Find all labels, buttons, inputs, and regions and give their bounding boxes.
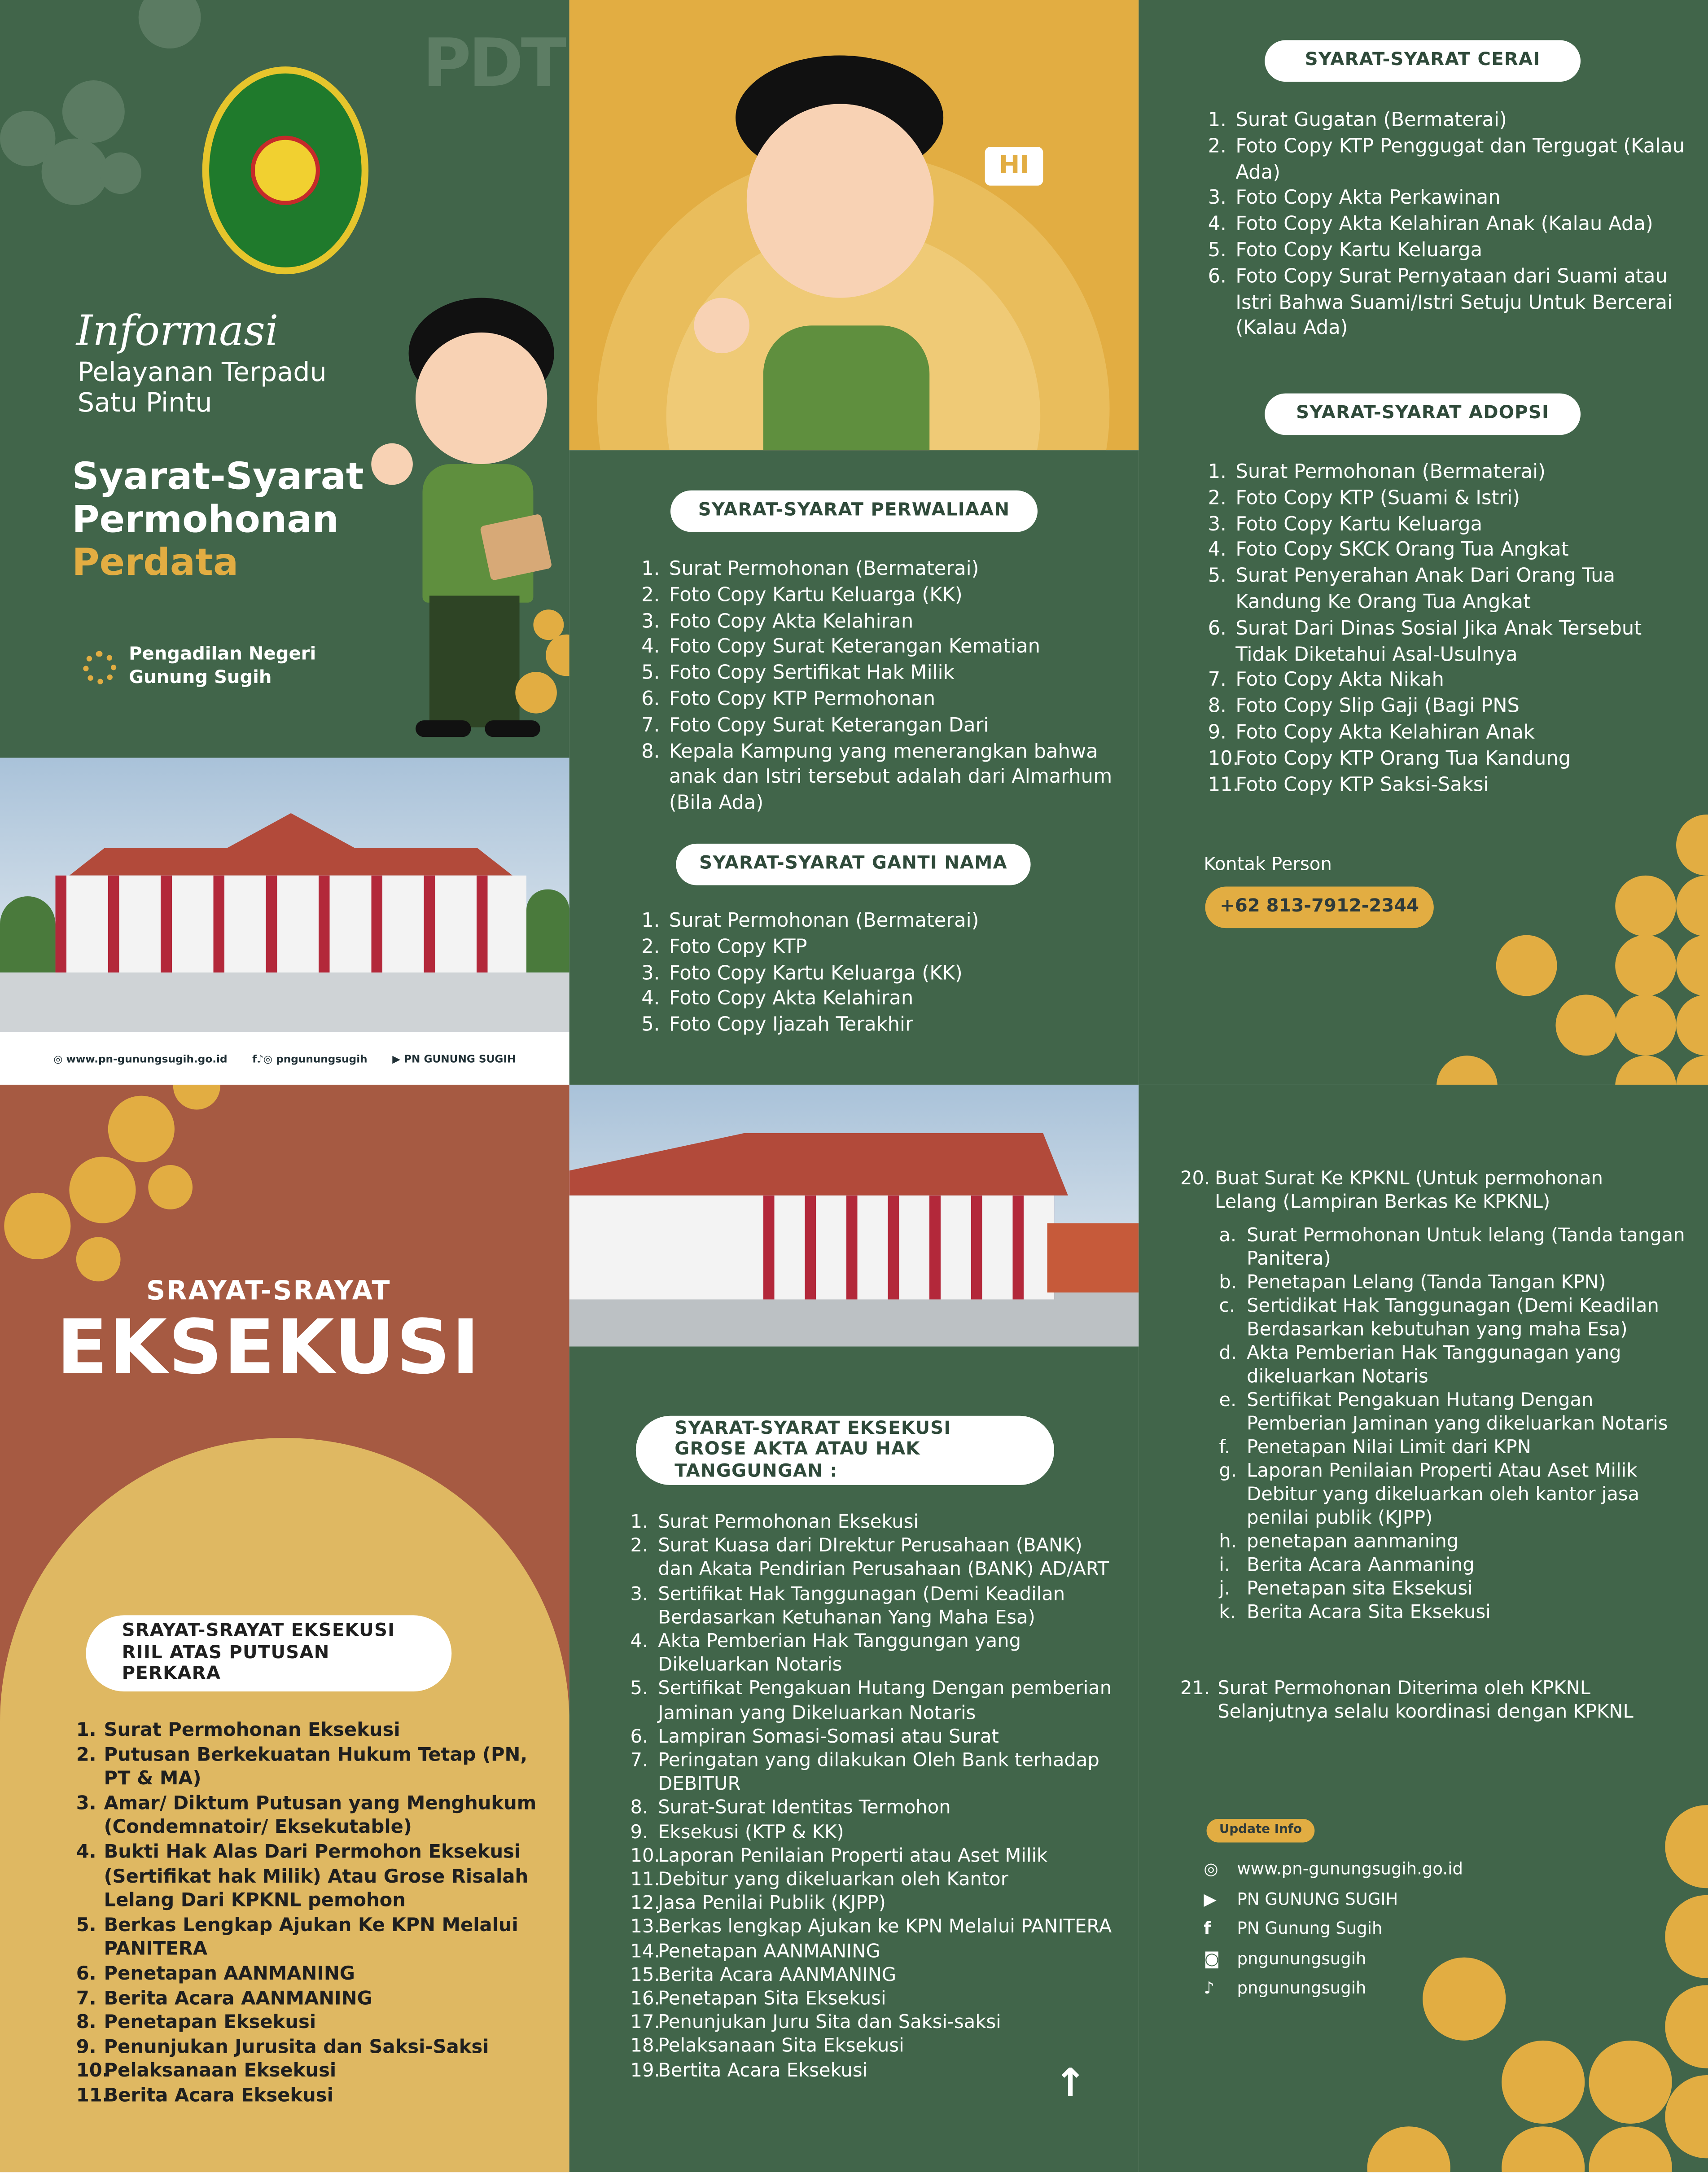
youtube-icon: ▶: [1204, 1888, 1217, 1909]
item-text: Penunjukan Jurusita dan Saksi-Saksi: [104, 2036, 489, 2059]
item-number: 1.: [641, 558, 660, 581]
list-item: [630, 1821, 1122, 1845]
sub-item: [1219, 1554, 1697, 1577]
item-text: Foto Copy KTP Orang Tua Kandung: [1235, 748, 1571, 770]
social-link[interactable]: [1204, 1944, 1463, 1974]
item-text: Jasa Penilai Publik (KJPP): [658, 1893, 886, 1915]
perwalian-title: SYARAT-SYARAT PERWALIAAN: [670, 491, 1038, 532]
list-item: [630, 1845, 1122, 1869]
list-item: [630, 1678, 1122, 1726]
item-text: Surat Kuasa dari DIrektur Perusahaan (BANK) dan Akata Pendirian Perusahaan (BANK) AD/ART: [658, 1535, 1109, 1582]
item-text: Surat Penyerahan Anak Dari Orang Tua Kandung Ke Orang Tua Angkat: [1235, 565, 1616, 614]
list-item: [641, 583, 1112, 609]
item-text: Foto Copy Surat Pernyataan dari Suami atau Istri Bahwa Suami/Istri Setuju Untuk Bercerai (Kalau Ada): [1235, 265, 1673, 340]
item-number: 2.: [1208, 487, 1226, 510]
social-link-text: PN Gunung Sugih: [1237, 1919, 1383, 1938]
footer-website[interactable]: ◎ www.pn-gunungsugih.go.id: [53, 1052, 228, 1065]
item-text: Penetapan Eksekusi: [104, 2011, 316, 2034]
list-item: [1208, 746, 1693, 772]
list-item: [1208, 720, 1693, 746]
item-number: 5.: [1208, 565, 1226, 588]
adopsi-title: SYARAT-SYARAT ADOPSI: [1265, 394, 1581, 435]
item-text: Penetapan AANMANING: [658, 1940, 880, 1963]
court-building-photo: [0, 758, 569, 1032]
item-number: 14.: [630, 1940, 660, 1963]
item-text: Penunjukan Juru Sita dan Saksi-saksi: [658, 2011, 1001, 2034]
item-number: 15.: [630, 1964, 660, 1987]
list-item: [1208, 238, 1693, 264]
ganti-nama-title: SYARAT-SYARAT GANTI NAMA: [676, 844, 1030, 885]
ganti-nama-list: [641, 909, 1112, 1039]
item-text: Amar/ Diktum Putusan yang Menghukum (Condemnatoir/ Eksekutable): [104, 1792, 537, 1839]
item-text: Foto Copy KTP Permohonan: [669, 688, 936, 711]
list-item: [630, 1893, 1122, 1916]
grose-title: SYARAT-SYARAT EKSEKUSI GROSE AKTA ATAU HAK TANGGUNGAN :: [636, 1416, 1054, 1485]
item-text: Foto Copy Sertifikat Hak Milik: [669, 662, 955, 685]
sub-item-text: Berita Acara Sita Eksekusi: [1247, 1601, 1491, 1624]
item-number: 6.: [1208, 265, 1226, 288]
list-item: [1208, 486, 1693, 512]
item-number: 6.: [641, 688, 660, 711]
kpknl-sublist: [1219, 1225, 1697, 1625]
item-number: 8.: [1208, 696, 1226, 718]
item-text: Foto Copy Kartu Keluarga: [1235, 239, 1483, 262]
sub-item-key: g.: [1219, 1460, 1237, 1482]
item-number: 12.: [630, 1893, 660, 1915]
social-links: [1204, 1855, 1463, 2004]
item-number: 4.: [630, 1630, 648, 1653]
item-number: 3.: [76, 1792, 96, 1815]
social-link-text: pngunungsugih: [1237, 1948, 1366, 1968]
item-text: Lampiran Somasi-Somasi atau Surat: [658, 1726, 999, 1748]
title-line-1: Syarat-Syarat: [72, 456, 364, 499]
list-item: [641, 609, 1112, 635]
item-number: 4.: [641, 988, 660, 1011]
sub-item-key: a.: [1219, 1224, 1237, 1247]
item-number: 16.: [630, 1988, 660, 2011]
list-item: [641, 961, 1112, 987]
sub-item: [1219, 1578, 1697, 1601]
list-item: [76, 2060, 547, 2085]
item-text: Berita Acara AANMANING: [104, 1987, 372, 2010]
list-item: [641, 557, 1112, 583]
list-item: [630, 2036, 1122, 2059]
list-item: [641, 935, 1112, 961]
item-text: Surat Permohonan Eksekusi: [104, 1719, 400, 1742]
item-number: 4.: [1208, 213, 1226, 236]
sub-item: [1219, 1272, 1697, 1295]
item-text: Foto Copy Slip Gaji (Bagi PNS: [1235, 696, 1520, 718]
item-number: 8.: [641, 740, 660, 763]
item-number: 7.: [641, 714, 660, 737]
list-item: [630, 1535, 1122, 1583]
item-number: 1.: [1208, 109, 1226, 132]
item-number: 3.: [641, 610, 660, 633]
item-number: 2.: [1208, 135, 1226, 158]
list-item: [76, 2036, 547, 2060]
list-item: [641, 661, 1112, 687]
list-item: [1208, 134, 1693, 186]
sub-item: [1219, 1389, 1697, 1437]
court-building-photo-2: [569, 1085, 1139, 1346]
item-text: Berkas lengkap Ajukan ke KPN Melalui PANITERA: [658, 1916, 1112, 1939]
sub-item-text: Sertidikat Hak Tanggunagan (Demi Keadilan Berdasarkan kebutuhan yang maha Esa): [1247, 1295, 1659, 1341]
sub-item: [1219, 1460, 1697, 1530]
youtube-icon: ▶: [392, 1052, 404, 1065]
item-text: Berkas Lengkap Ajukan Ke KPN Melalui PANITERA: [104, 1914, 518, 1961]
list-item: [630, 1916, 1122, 1940]
list-item: [76, 1792, 547, 1841]
list-item: [630, 1630, 1122, 1678]
item-number: 11.: [1208, 774, 1239, 796]
update-info-badge: Update Info: [1207, 1819, 1315, 1842]
list-item: [1208, 108, 1693, 134]
sub-item-text: Akta Pemberian Hak Tanggunagan yang dikeluarkan Notaris: [1247, 1342, 1621, 1388]
item-text: Berita Acara Eksekusi: [104, 2085, 333, 2107]
item-text: Laporan Penilaian Properti atau Aset Milik: [658, 1845, 1048, 1867]
sub-item: [1219, 1437, 1697, 1460]
item-number: 6.: [1208, 618, 1226, 640]
list-item: [1208, 264, 1693, 342]
eksekusi-kicker: SRAYAT-SRAYAT: [146, 1275, 391, 1306]
list-item: [1208, 460, 1693, 486]
list-item: [1208, 564, 1693, 616]
sub-item-text: Berita Acara Aanmaning: [1247, 1554, 1475, 1577]
subtitle-2: Satu Pintu: [77, 388, 212, 419]
social-link-text: pngunungsugih: [1237, 1978, 1366, 1998]
item-text: Foto Copy Akta Kelahiran Anak: [1235, 722, 1535, 744]
list-item: [76, 1744, 547, 1792]
contact-label: Kontak Person: [1204, 854, 1332, 876]
eksekusi-title: EKSEKUSI: [57, 1303, 481, 1391]
court-logo: [202, 66, 368, 274]
cerai-adopsi-panel: [1139, 0, 1708, 1085]
item-number: 4.: [641, 636, 660, 659]
item-number: 6.: [630, 1726, 648, 1748]
cerai-list: [1208, 108, 1693, 342]
item-text: Kepala Kampung yang menerangkan bahwa anak dan Istri tersebut adalah dari Almarhum (Bila Ada): [669, 740, 1112, 815]
org-name-1: Pengadilan Negeri: [129, 644, 316, 665]
item-text: Surat Gugatan (Bermaterai): [1235, 109, 1507, 132]
list-item: [1208, 694, 1693, 720]
list-item: [76, 1841, 547, 1914]
sub-item-text: Penetapan Lelang (Tanda Tangan KPN): [1247, 1271, 1606, 1294]
sub-item: [1219, 1295, 1697, 1342]
item-text: Sertifikat Hak Tanggunagan (Demi Keadilan Berdasarkan Ketuhanan Yang Maha Esa): [658, 1583, 1065, 1629]
list-item: [76, 1719, 547, 1744]
sub-item-key: i.: [1219, 1554, 1231, 1577]
title-line-2: Permohonan: [72, 499, 339, 542]
subtitle-1: Pelayanan Terpadu: [77, 357, 327, 388]
list-item: [76, 1963, 547, 1987]
item-text: Eksekusi (KTP & KK): [658, 1821, 844, 1844]
item-text: Surat Dari Dinas Sosial Jika Anak Tersebut Tidak Diketahui Asal-Usulnya: [1235, 618, 1642, 666]
item-number: 11.: [76, 2085, 109, 2107]
item-text: Bertita Acara Eksekusi: [658, 2059, 868, 2082]
globe-icon: ◎: [53, 1052, 66, 1065]
grose-list: [630, 1511, 1122, 2083]
item-text: Bukti Hak Alas Dari Permohon Eksekusi (Sertifikat hak Milik) Atau Grose Risalah Lelang Dari KPKNL pemohon: [104, 1841, 529, 1912]
list-item: [630, 1964, 1122, 1988]
item-text: Foto Copy KTP Saksi-Saksi: [1235, 774, 1489, 796]
item-number: 5.: [630, 1678, 648, 1700]
list-item: [630, 1869, 1122, 1893]
item-number: 1.: [1208, 461, 1226, 484]
item-text: Foto Copy Akta Kelahiran Anak (Kalau Ada): [1235, 213, 1653, 236]
list-item: [1208, 512, 1693, 538]
list-item: [1208, 186, 1693, 212]
item-number: 21.: [1180, 1678, 1210, 1700]
lanjutan-panel: [1139, 1085, 1708, 2172]
item-number: 3.: [630, 1583, 648, 1605]
item-number: 9.: [1208, 722, 1226, 744]
item-number: 7.: [630, 1749, 648, 1772]
sub-item-text: Sertifikat Pengakuan Hutang Dengan Pemberian Jaminan yang dikeluarkan Notaris: [1247, 1389, 1668, 1435]
org-name-2: Gunung Sugih: [129, 667, 272, 689]
arrow-up-icon[interactable]: ↑: [1054, 2060, 1087, 2106]
list-item: [76, 2011, 547, 2036]
item-number: 6.: [76, 1963, 96, 1985]
item-text: Peringatan yang dilakukan Oleh Bank terhadap DEBITUR: [658, 1749, 1099, 1796]
contact-phone-button[interactable]: +62 813-7912-2344: [1205, 887, 1434, 929]
social-link[interactable]: [1204, 1915, 1463, 1944]
item-text: Penetapan AANMANING: [104, 1963, 355, 1985]
item-number: 17.: [630, 2011, 660, 2034]
list-item: [641, 1013, 1112, 1039]
item-number: 2.: [641, 584, 660, 607]
social-link[interactable]: [1204, 1885, 1463, 1915]
hi-speech-bubble: HI: [985, 147, 1043, 185]
riil-title: SRAYAT-SRAYAT EKSEKUSI RIIL ATAS PUTUSAN PERKARA: [86, 1615, 451, 1691]
item-text: Debitur yang dikeluarkan oleh Kantor: [658, 1869, 1008, 1891]
item-number: 10.: [1208, 748, 1239, 770]
list-item: [76, 1987, 547, 2011]
item-number: 3.: [641, 962, 660, 985]
list-item: [641, 739, 1112, 817]
item-number: 5.: [1208, 239, 1226, 262]
item-text: Foto Copy KTP Penggugat dan Tergugat (Kalau Ada): [1235, 135, 1685, 184]
sub-item-text: penetapan aanmaning: [1247, 1530, 1459, 1553]
sub-item: [1219, 1601, 1697, 1625]
item-text: Foto Copy Ijazah Terakhir: [669, 1014, 913, 1037]
item-number: 3.: [1208, 513, 1226, 536]
sub-item-key: k.: [1219, 1601, 1236, 1624]
list-item: [1208, 616, 1693, 668]
sub-item: [1219, 1342, 1697, 1389]
list-item: [630, 1511, 1122, 1535]
perwalian-list: [641, 557, 1112, 817]
cover-panel: [0, 0, 569, 758]
perwalian-panel: [569, 450, 1139, 1085]
list-item: [630, 2059, 1122, 2083]
eksekusi-riil-panel: [0, 1085, 569, 2172]
list-item: [630, 1750, 1122, 1797]
list-item: [1208, 538, 1693, 564]
item-number: 18.: [630, 2035, 660, 2058]
item-number: 2.: [641, 936, 660, 959]
item-21: Surat Permohonan Diterima oleh KPKNL Selanjutnya selalu koordinasi dengan KPKNL: [1217, 1678, 1634, 1723]
list-item: [76, 1914, 547, 1963]
item-number: 9.: [76, 2036, 96, 2059]
list-item: [641, 635, 1112, 661]
cover-footer: [0, 1032, 569, 1085]
list-item: [630, 1797, 1122, 1821]
item-text: Foto Copy KTP (Suami & Istri): [1235, 487, 1520, 510]
item-number: 8.: [630, 1797, 648, 1820]
item-text: Foto Copy Akta Perkawinan: [1235, 187, 1501, 210]
item-text: Akta Pemberian Hak Tanggungan yang Dikeluarkan Notaris: [658, 1630, 1021, 1677]
mascot-banner: [569, 0, 1139, 450]
social-link[interactable]: [1204, 1855, 1463, 1884]
item-number: 7.: [76, 1987, 96, 2010]
adopsi-list: [1208, 460, 1693, 798]
sub-item-key: b.: [1219, 1271, 1237, 1294]
list-item: [641, 687, 1112, 713]
sub-item-key: f.: [1219, 1437, 1231, 1459]
item-number: 2.: [76, 1744, 96, 1766]
social-link-text: www.pn-gunungsugih.go.id: [1237, 1859, 1463, 1879]
script-title: Informasi: [76, 307, 279, 356]
item-text: Pelaksanaan Eksekusi: [104, 2060, 337, 2083]
item-text: Foto Copy Akta Nikah: [1235, 670, 1444, 692]
sub-item-key: j.: [1219, 1577, 1231, 1600]
list-item: [630, 1941, 1122, 1964]
item-text: Surat Permohonan Eksekusi: [658, 1511, 919, 1534]
item-number: 1.: [641, 910, 660, 933]
grose-panel: [569, 1346, 1139, 2172]
item-number: 10.: [630, 1845, 660, 1867]
list-item: [1208, 212, 1693, 238]
item-number: 20.: [1180, 1168, 1210, 1190]
item-number: 1.: [76, 1719, 96, 1742]
item-text: Surat Permohonan (Bermaterai): [1235, 461, 1546, 484]
item-number: 3.: [1208, 187, 1226, 210]
item-number: 2.: [630, 1535, 648, 1558]
facebook-icon: f: [1204, 1919, 1211, 1938]
title-line-3: Perdata: [72, 541, 239, 585]
pdt-watermark: PDT: [422, 25, 564, 103]
instagram-icon: ◙: [1204, 1948, 1220, 1968]
list-item: [1208, 772, 1693, 798]
item-text: Foto Copy KTP: [669, 936, 807, 959]
item-text: Foto Copy SKCK Orang Tua Angkat: [1235, 539, 1569, 562]
item-20: Buat Surat Ke KPKNL (Untuk permohonan Lelang (Lampiran Berkas Ke KPKNL): [1215, 1168, 1603, 1214]
item-text: Foto Copy Kartu Keluarga (KK): [669, 962, 963, 985]
item-number: 5.: [641, 662, 660, 685]
facebook-tiktok-instagram-icons: f♪◎: [252, 1052, 276, 1065]
item-text: Putusan Berkekuatan Hukum Tetap (PN, PT & MA): [104, 1744, 528, 1790]
item-text: Foto Copy Surat Keterangan Dari: [669, 714, 989, 737]
item-number: 1.: [630, 1511, 648, 1534]
sub-item-text: Laporan Penilaian Properti Atau Aset Milik Debitur yang dikeluarkan oleh kantor jasa penilai publik (KJPP): [1247, 1460, 1640, 1529]
footer-social[interactable]: f♪◎ pngunungsugih: [252, 1052, 368, 1065]
item-number: 10.: [76, 2060, 109, 2083]
list-item: [1208, 668, 1693, 694]
item-number: 13.: [630, 1916, 660, 1939]
globe-icon: ◎: [1204, 1859, 1218, 1879]
list-item: [630, 1988, 1122, 2012]
tiktok-icon: ♪: [1204, 1978, 1215, 1998]
footer-youtube[interactable]: ▶ PN GUNUNG SUGIH: [392, 1052, 516, 1065]
item-number: 9.: [630, 1821, 648, 1844]
item-number: 4.: [76, 1841, 96, 1863]
sub-item-key: h.: [1219, 1530, 1237, 1553]
item-number: 11.: [630, 1869, 660, 1891]
list-item: [630, 2012, 1122, 2036]
item-text: Foto Copy Kartu Keluarga (KK): [669, 584, 963, 607]
sub-item-key: c.: [1219, 1295, 1235, 1318]
list-item: [641, 909, 1112, 935]
item-text: Surat Permohonan (Bermaterai): [669, 558, 979, 581]
item-number: 7.: [1208, 670, 1226, 692]
item-number: 4.: [1208, 539, 1226, 562]
sub-item-text: Surat Permohonan Untuk lelang (Tanda tangan Panitera): [1247, 1224, 1685, 1271]
item-text: Foto Copy Akta Kelahiran: [669, 610, 914, 633]
list-item: [641, 987, 1112, 1013]
item-text: Sertifikat Pengakuan Hutang Dengan pemberian Jaminan yang Dikeluarkan Notaris: [658, 1678, 1112, 1724]
item-text: Foto Copy Kartu Keluarga: [1235, 513, 1483, 536]
list-item: [630, 1726, 1122, 1750]
sub-item-text: Penetapan sita Eksekusi: [1247, 1577, 1473, 1600]
item-number: 5.: [76, 1914, 96, 1936]
item-text: Foto Copy Surat Keterangan Kematian: [669, 636, 1041, 659]
sub-item-text: Penetapan Nilai Limit dari KPN: [1247, 1437, 1531, 1459]
item-text: Surat Permohonan (Bermaterai): [669, 910, 979, 933]
small-logo-icon: [83, 651, 116, 684]
item-text: Surat-Surat Identitas Termohon: [658, 1797, 951, 1820]
item-number: 8.: [76, 2011, 96, 2034]
sub-item-key: d.: [1219, 1342, 1237, 1365]
item-text: Penetapan Sita Eksekusi: [658, 1988, 886, 2011]
riil-list: [76, 1719, 547, 2109]
list-item: [641, 713, 1112, 739]
item-text: Berita Acara AANMANING: [658, 1964, 897, 1987]
item-text: Pelaksanaan Sita Eksekusi: [658, 2035, 904, 2058]
social-link-text: PN GUNUNG SUGIH: [1237, 1888, 1398, 1909]
sub-item: [1219, 1531, 1697, 1554]
cerai-title: SYARAT-SYARAT CERAI: [1265, 40, 1581, 82]
sub-item: [1219, 1225, 1697, 1272]
item-number: 19.: [630, 2059, 660, 2082]
item-text: Foto Copy Akta Kelahiran: [669, 988, 914, 1011]
list-item: [76, 2085, 547, 2109]
sub-item-key: e.: [1219, 1389, 1237, 1412]
list-item: [630, 1583, 1122, 1630]
item-number: 5.: [641, 1014, 660, 1037]
